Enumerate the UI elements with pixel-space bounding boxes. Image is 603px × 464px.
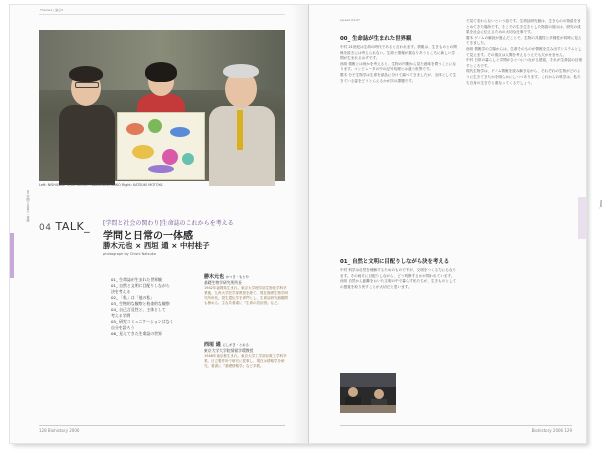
magazine-spread <box>10 5 603 443</box>
bio-text: 1948年東京都生まれ。東京大学工学部計数工学科卒業。日立製作所で研究に従事し、現在は情報学を研究。著書に『基礎情報学』など多数。 <box>204 353 287 369</box>
running-header-right: spread 04-07 <box>340 18 360 22</box>
vertical-label-right: TALK_ <box>599 200 603 209</box>
toc-item: 自分を語ろう <box>111 325 135 330</box>
bio-name: 西垣 通 <box>204 342 221 348</box>
bio-name: 勝木元也 <box>204 274 225 280</box>
gutter-line <box>308 5 309 443</box>
toc-item: 01_ 自然と文明に目配りしながら <box>111 283 170 288</box>
header-rule-left <box>39 14 285 15</box>
toc-item: 決を考える <box>111 289 131 294</box>
section-heading-01: 01_ 自然と文明に目配りしながら決を考える <box>340 259 450 265</box>
talk-number: 04 <box>39 223 52 233</box>
section-heading-00: 00_ 生命誌が生まれた世界観 <box>340 36 412 42</box>
paragraph: 中村 21世紀は生命の時代であると言われます。情報は、生きものとの関係を抜きには考えられない。生命と情報が重なりあうところに新しい学問が生まれるはずです。 <box>340 45 457 61</box>
bio-affiliation: 東京大学大学院情報学環教授 <box>204 348 254 354</box>
article-subtitle: 勝木元也 × 西垣 通 × 中村桂子 <box>103 241 210 250</box>
toc-item: 03_ 生物的な観察と枝束的な観察 <box>111 301 170 306</box>
article-title: 学問と日常の一体感 <box>103 231 193 242</box>
paragraph: 西垣 自然から距離をおいた文明の中で暮らす私たちが、生きものとしての感覚を取り戻すことが大切だと思います。 <box>340 279 457 289</box>
table-of-contents <box>111 277 199 337</box>
paragraph: で見て変わらないという話です。生命誌研究館は、生きものの物語をまとめてきた場所です。そこでの生き生きとした物語の展示は、研究の成果を社会に伝えるための大切な仕事です。 <box>466 19 581 35</box>
folio-right: Biohistory 2006 129 <box>531 428 572 433</box>
left-accent-bar <box>10 233 14 278</box>
toc-item: 01_ 生命誌が生まれた世界観 <box>111 277 162 282</box>
right-page-tab <box>578 197 586 239</box>
body-column-1 <box>340 45 458 250</box>
body-column-2 <box>466 19 584 424</box>
photographer-credit: photograph by Chishi Natsuko <box>103 252 156 256</box>
toc-item: 02_ 「私」は「他の私」 <box>111 295 155 300</box>
vertical-label-left: 04 学問と日常の一体感 <box>26 190 30 222</box>
running-header-left: Theme1 | 論点3 <box>40 8 64 12</box>
discussion-thumbnail-photo <box>340 373 396 413</box>
body-column-1b <box>340 268 458 368</box>
talk-photo <box>39 30 285 181</box>
photo-caption: Left: NISHIGAKI TORU Center: NAKAMURA KEIKO Right: KATSUKI MOTOYA <box>39 183 163 187</box>
talk-tag: [学問と社会の関わり]生命誌のこれからを考える <box>103 220 234 227</box>
paragraph: 勝木 ゲノムの解読が進んだことで、生物の共通性と多様性が同時に見えてきました。 <box>466 35 582 46</box>
talk-label: TALK_ <box>55 220 91 233</box>
footer-rule-right <box>340 425 572 426</box>
bio-reading: にしがき・とおる <box>222 343 249 347</box>
bio-text: 1942年福岡県生まれ。東京大学理学部生物化学科卒業後、九州大学医学部教授を経て、現在基礎生物学研究所所長。発生遺伝学を専門とし、生命誌研究館顧問も務める。主な共著書に『生命の設計図』など。 <box>204 285 288 306</box>
paragraph: 西垣 情報とは何かを考えると、生物の内側から見た意味を問うことになります。コンピュータの中の記号処理とは違う世界です。 <box>340 61 457 72</box>
talk-heading <box>39 220 90 233</box>
person-center-nakamura <box>135 58 185 118</box>
toc-item: 04_ 自己言及性と、主体として <box>111 307 166 312</box>
folio-left: 128 Biohistory 2006 <box>39 428 80 433</box>
paragraph: 中村 科学は自然を理解するためのものですが、文明をつくる力にもなります。その両方に目配りしながら、どう判断するかが問われています。 <box>340 268 457 278</box>
paragraph: 勝木 分子生物学は生命を部品に分けて調べてきましたが、全体として生きている姿をどうとらえるかが次の課題です。 <box>340 72 457 83</box>
bio-nishigaki <box>204 343 288 369</box>
person-right-katsuki <box>207 58 277 181</box>
bio-katsuki <box>204 275 288 307</box>
toc-item: 06_ 見えてきた生命誌の世界 <box>111 331 162 336</box>
toc-item: 05_ 研究コミュニケーションはなく <box>111 319 174 324</box>
paragraph: 西垣 情報学の立場からは、生命そのものが情報を生み出すシステムとして見えます。その視点は人間を考えるうえでも欠かせません。 <box>466 46 582 57</box>
bio-affiliation: 基礎生物学研究所所長 <box>204 280 242 286</box>
childrens-drawing-board <box>117 112 205 180</box>
footer-rule-left <box>39 425 285 426</box>
gutter-shadow <box>292 5 308 443</box>
bio-reading: かつき・もとや <box>225 275 249 279</box>
paragraph: 現代生物学は、ゲノム情報を読み解きながら、それぞれの生物がどのように生きてきたかを明らかにしつつあります。これからの科学は、私たち自身の生き方と重なってくるでしょう。 <box>466 69 581 85</box>
paragraph: 中村 日常の暮らしと学問がひとつにつながる感覚、それが生命誌の目指すところです。 <box>466 58 582 68</box>
person-left-nishigaki <box>55 60 119 181</box>
toc-item: 考える学問 <box>111 313 131 318</box>
